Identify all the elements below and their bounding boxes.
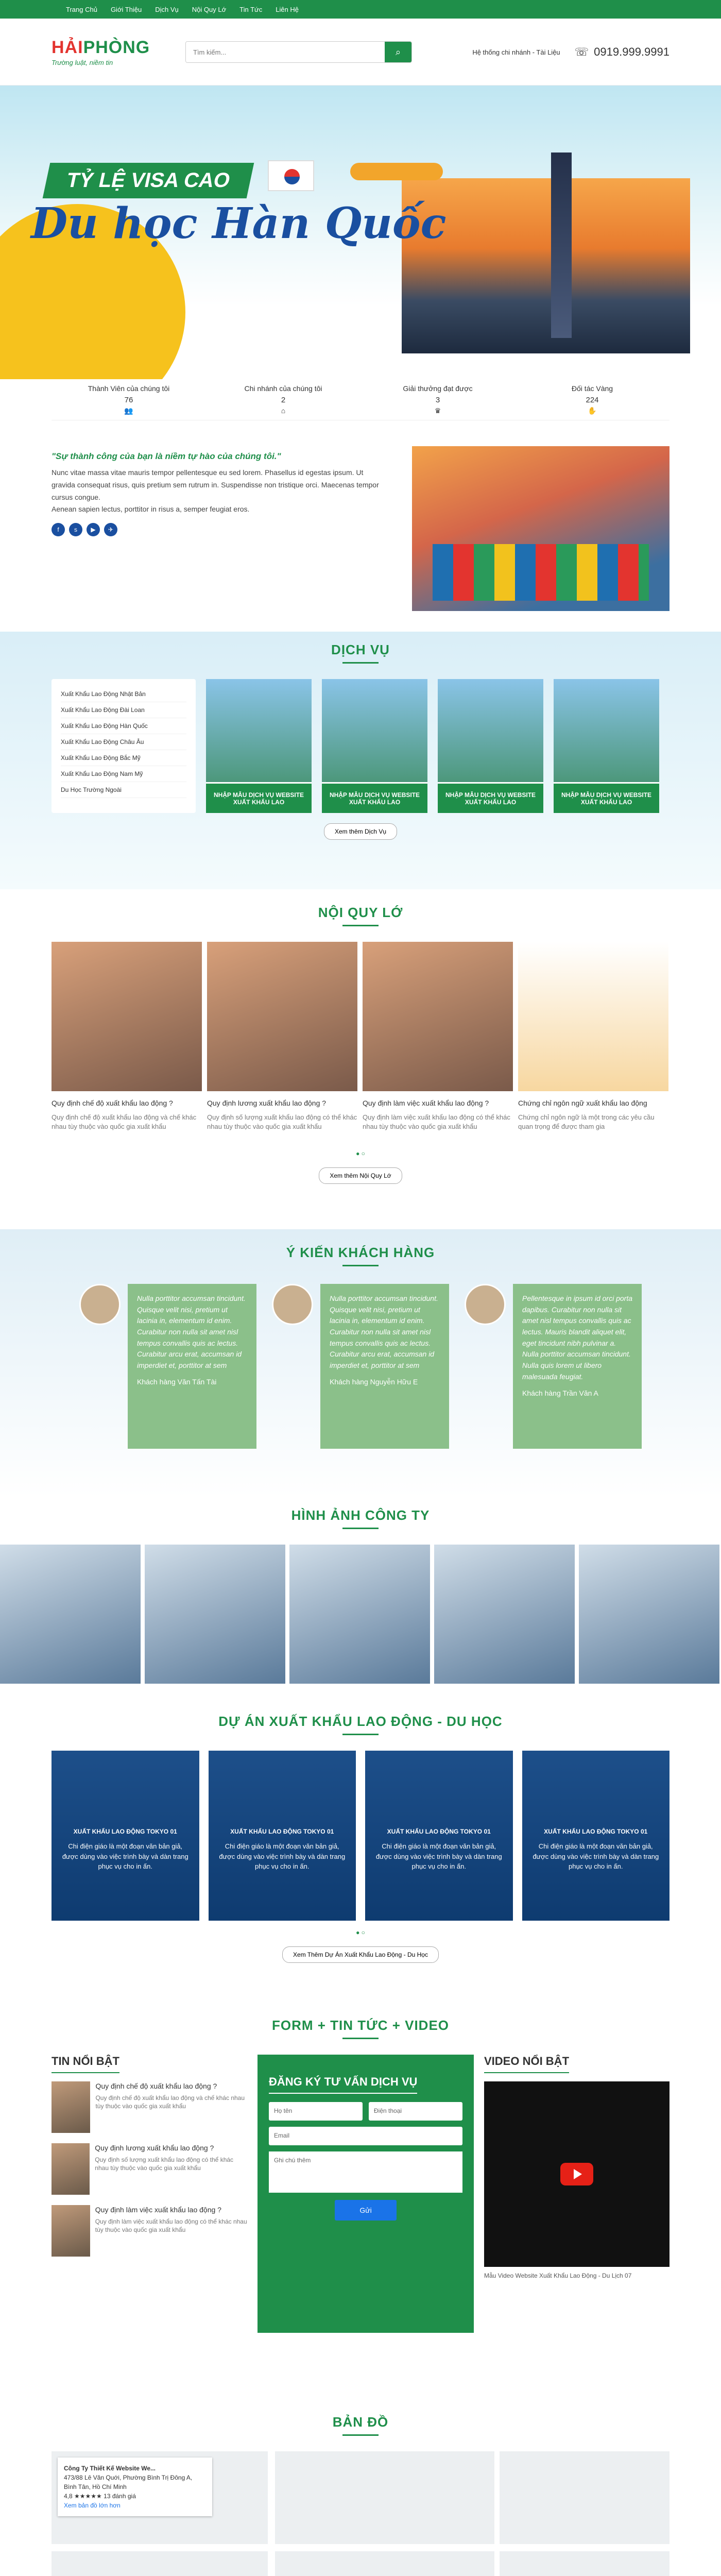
project-desc: Chi điện giáo là một đoạn văn bản giả, được dùng vào việc trình bày và dàn trang phục vụ cho in ấn. — [533, 1842, 659, 1870]
trophy-icon: ♛ — [434, 406, 441, 415]
play-icon[interactable] — [560, 2163, 593, 2185]
service-list-item[interactable]: Xuất Khẩu Lao Động Bắc Mỹ — [61, 750, 186, 766]
rule-image — [52, 942, 202, 1091]
testimonial-name: Khách hàng Trần Văn A — [522, 1388, 598, 1397]
section-title: FORM + TIN TỨC + VIDEO — [52, 2018, 670, 2039]
service-card-label: NHẬP MẪU DỊCH VỤ WEBSITE XUẤT KHẨU LAO — [322, 782, 427, 813]
featured-video — [484, 2055, 670, 2333]
rule-desc: Chứng chỉ ngôn ngữ là một trong các yêu cầu quan trọng để được tham gia — [518, 1113, 655, 1130]
rule-image — [518, 942, 668, 1091]
project-title: XUẤT KHẨU LAO ĐỘNG TOKYO 01 — [544, 1828, 648, 1835]
branch-system-link[interactable]: Hệ thống chi nhánh - Tài Liệu — [472, 48, 560, 56]
rule-title[interactable]: Quy định chế độ xuất khẩu lao động ? — [52, 1099, 173, 1107]
send-button[interactable]: Gửi — [335, 2200, 397, 2221]
video-heading: VIDEO NỔI BẬT — [484, 2055, 569, 2073]
gallery-image[interactable] — [0, 1545, 141, 1684]
project-desc: Chi điện giáo là một đoạn văn bản giả, được dùng vào việc trình bày và dàn trang phục vụ cho in ấn. — [375, 1842, 502, 1870]
rule-desc: Quy định làm việc xuất khẩu lao động có thể khác nhau tùy thuộc vào quốc gia xuất khẩu — [363, 1113, 510, 1130]
gallery-image[interactable] — [145, 1545, 285, 1684]
rule-card[interactable] — [363, 942, 513, 1142]
rule-image — [207, 942, 357, 1091]
stat-branches — [206, 379, 360, 420]
news-title[interactable]: Quy định chế độ xuất khẩu lao động ? — [95, 2082, 217, 2090]
map-road — [494, 2451, 500, 2576]
header — [0, 19, 721, 86]
projects-section — [52, 1708, 670, 2007]
service-list-item[interactable]: Xuất Khẩu Lao Động Châu Âu — [61, 734, 186, 750]
top-nav — [0, 0, 721, 19]
project-title: XUẤT KHẨU LAO ĐỘNG TOKYO 01 — [387, 1828, 491, 1835]
news-desc: Quy định chế độ xuất khẩu lao động và chế khác nhau tùy thuộc vào quốc gia xuất khẩu — [95, 2094, 245, 2110]
section-title: NỘI QUY LỚ — [52, 905, 670, 926]
project-desc: Chi điện giáo là một đoạn văn bản giả, được dùng vào việc trình bày và dàn trang phục vụ cho in ấn. — [62, 1842, 188, 1870]
users-icon: 👥 — [124, 406, 133, 415]
carousel-dots[interactable]: ● ○ — [356, 1929, 365, 1936]
about-image — [412, 446, 670, 611]
service-card-label: NHẬP MẪU DỊCH VỤ WEBSITE XUẤT KHẨU LAO — [206, 782, 312, 813]
telegram-icon[interactable]: ✈ — [104, 523, 117, 536]
map-rating: 4,8 ★★★★★ 13 đánh giá — [64, 2493, 136, 2500]
branch-icon: ⌂ — [281, 406, 286, 415]
note-field[interactable]: Ghi chú thêm — [269, 2151, 462, 2193]
rule-title[interactable]: Quy định lương xuất khẩu lao động ? — [207, 1099, 327, 1107]
avatar — [79, 1284, 121, 1325]
testimonials-section — [0, 1229, 721, 1497]
gallery-image[interactable] — [579, 1545, 719, 1684]
news-heading: TIN NỔI BẬT — [52, 2055, 119, 2073]
youtube-icon[interactable]: ▶ — [87, 523, 100, 536]
map-road — [268, 2451, 275, 2576]
news-item[interactable] — [52, 2081, 247, 2133]
service-list-item[interactable]: Du Học Trường Ngoài — [61, 782, 186, 798]
news-item[interactable] — [52, 2143, 247, 2195]
stat-label: Thành Viên của chúng tôi — [88, 384, 170, 393]
search-box — [185, 41, 412, 63]
project-desc: Chi điện giáo là một đoạn văn bản giả, được dùng vào việc trình bày và dàn trang phục vụ cho in ấn. — [219, 1842, 346, 1870]
stat-partners — [515, 379, 670, 420]
skype-icon[interactable]: s — [69, 523, 82, 536]
nav-about[interactable]: Giới Thiệu — [110, 5, 142, 13]
korea-flag-icon — [268, 160, 314, 191]
search-button[interactable] — [385, 42, 411, 62]
hotline[interactable] — [575, 45, 670, 59]
news-thumb — [52, 2081, 90, 2133]
social-links — [52, 523, 386, 536]
testimonial — [79, 1284, 256, 1449]
stat-label: Đối tác Vàng — [571, 384, 613, 393]
service-card[interactable] — [438, 679, 543, 813]
map-larger-link[interactable]: Xem bản đồ lớn hơn — [64, 2502, 121, 2509]
nav-home[interactable]: Trang Chủ — [66, 5, 97, 13]
project-card[interactable] — [209, 1751, 356, 1921]
about-paragraph: Nunc vitae massa vitae mauris tempor pellentesque eu sed lorem. Phasellus id egestas ipsum. Ut gravida consequat risus, quis pretium sem rutrum in. Suspendisse non tristique orci. Maecenas tempor cursus congue. — [52, 468, 379, 501]
name-field[interactable]: Họ tên — [269, 2102, 363, 2121]
project-card[interactable] — [522, 1751, 670, 1921]
form-news-video-section — [52, 2007, 670, 2409]
gallery-section — [0, 1497, 721, 1708]
nav-rules[interactable]: Nội Quy Lớ — [192, 5, 227, 13]
nav-services[interactable]: Dịch Vụ — [155, 5, 179, 13]
email-field[interactable]: Email — [269, 2127, 462, 2145]
stat-value: 3 — [435, 396, 440, 404]
services-section — [0, 632, 721, 889]
news-item[interactable] — [52, 2205, 247, 2257]
featured-news — [52, 2055, 247, 2333]
about-paragraph-2: Aenean sapien lectus, porttitor in risus a, semper feugiat eros. — [52, 505, 250, 514]
banner-tag: TỶ LỆ VISA CAO — [43, 163, 254, 198]
testimonial-name: Khách hàng Văn Tấn Tài — [137, 1377, 217, 1386]
logo[interactable] — [52, 38, 175, 66]
video-caption: Mẫu Video Website Xuất Khẩu Lao Động - Du Lịch 07 — [484, 2272, 632, 2279]
testimonial-text: Nulla porttitor accumsan tincidunt. Quisque velit nisi, pretium ut lacinia in, elementum id enim. Curabitur non nulla sit amet nisl tempus convallis quis ac lectus. Curabitur arcu erat, accumsan id imperdiet et, porttitor at sem — [330, 1294, 438, 1370]
avatar — [272, 1284, 313, 1325]
project-title: XUẤT KHẨU LAO ĐỘNG TOKYO 01 — [230, 1828, 334, 1835]
logo-tagline: Trường luật, niềm tin — [52, 59, 113, 66]
rule-card[interactable] — [207, 942, 357, 1142]
rule-desc: Quy định chế độ xuất khẩu lao động và chế khác nhau tùy thuộc vào quốc gia xuất khẩu — [52, 1113, 197, 1130]
stats-bar — [52, 379, 670, 420]
project-title: XUẤT KHẨU LAO ĐỘNG TOKYO 01 — [73, 1828, 177, 1835]
phone-icon: ☏ — [574, 45, 589, 58]
avatar — [465, 1284, 506, 1325]
hero-banner[interactable] — [0, 86, 721, 379]
handshake-icon: ✋ — [588, 406, 597, 415]
about-quote: "Sự thành công của bạn là niềm tự hào của chúng tôi." — [52, 451, 281, 461]
form-heading: ĐĂNG KÝ TƯ VẤN DỊCH VỤ — [269, 2075, 417, 2094]
stat-label: Giải thưởng đạt được — [403, 384, 473, 393]
service-list — [52, 679, 196, 813]
google-map[interactable] — [52, 2451, 670, 2576]
nav-contact[interactable]: Liên Hệ — [276, 5, 299, 13]
gallery-image[interactable] — [434, 1545, 575, 1684]
stat-awards — [360, 379, 515, 420]
news-thumb — [52, 2143, 90, 2195]
logo-part-a: HẢI — [52, 38, 83, 57]
about-section — [52, 420, 670, 632]
stat-value: 2 — [281, 396, 286, 404]
news-title[interactable]: Quy định làm việc xuất khẩu lao động ? — [95, 2206, 221, 2214]
stat-value: 224 — [586, 396, 599, 404]
service-card[interactable] — [206, 679, 312, 813]
hotline-number: 0919.999.9991 — [594, 45, 670, 58]
section-title: BẢN ĐỒ — [52, 2414, 670, 2436]
stat-value: 76 — [124, 396, 133, 404]
more-rules-button[interactable]: Xem thêm Nội Quy Lớ — [319, 1167, 402, 1184]
search-icon: ⌕ — [395, 46, 401, 57]
rule-desc: Quy định số lượng xuất khẩu lao động có thể khác nhau tùy thuộc vào quốc gia xuất khẩu — [207, 1113, 357, 1130]
service-list-item[interactable]: Xuất Khẩu Lao Động Nhật Bản — [61, 686, 186, 702]
service-list-item[interactable]: Xuất Khẩu Lao Động Hàn Quốc — [61, 718, 186, 734]
stat-label: Chi nhánh của chúng tôi — [244, 384, 322, 393]
consult-form — [258, 2055, 474, 2333]
rule-title[interactable]: Chứng chỉ ngôn ngữ xuất khẩu lao động — [518, 1099, 647, 1107]
service-card-label: NHẬP MẪU DỊCH VỤ WEBSITE XUẤT KHẨU LAO — [554, 782, 659, 813]
nav-news[interactable]: Tin Tức — [239, 5, 263, 13]
testimonial-text: Pellentesque in ipsum id orci porta dapibus. Curabitur non nulla sit amet nisl tempus convallis quis ac lectus. Mauris blandit aliquet elit, eget tincidunt nibh pulvinar a. Nulla porttitor accumsan tincidunt. Nulla quis lorem ut libero malesuada feugiat. — [522, 1294, 633, 1381]
news-desc: Quy định số lượng xuất khẩu lao động có thể khác nhau tùy thuộc vào quốc gia xuất khẩu — [95, 2156, 234, 2172]
testimonial — [465, 1284, 642, 1449]
news-desc: Quy định làm việc xuất khẩu lao động có thể khác nhau tùy thuộc vào quốc gia xuất khẩu — [95, 2217, 247, 2234]
service-list-item[interactable]: Xuất Khẩu Lao Động Nam Mỹ — [61, 766, 186, 782]
carousel-dots[interactable]: ● ○ — [356, 1149, 365, 1157]
testimonial-text: Nulla porttitor accumsan tincidunt. Quisque velit nisi, pretium ut lacinia in, elementum id enim. Curabitur non nulla sit amet nisl tempus convallis quis ac lectus. Curabitur arcu erat, accumsan id imperdiet et, porttitor at sem — [137, 1294, 246, 1370]
section-title: DỊCH VỤ — [52, 642, 670, 664]
testimonial-name: Khách hàng Nguyễn Hữu E — [330, 1377, 418, 1386]
rule-title[interactable]: Quy định làm việc xuất khẩu lao động ? — [363, 1099, 489, 1107]
logo-part-b: PHÒNG — [83, 38, 150, 57]
gallery-image[interactable] — [289, 1545, 430, 1684]
banner-title: Du học Hàn Quốc — [31, 199, 447, 248]
section-title: Ý KIẾN KHÁCH HÀNG — [52, 1245, 670, 1266]
service-card-label: NHẬP MẪU DỊCH VỤ WEBSITE XUẤT KHẨU LAO — [438, 782, 543, 813]
more-services-button[interactable]: Xem thêm Dịch Vụ — [324, 823, 397, 840]
facebook-icon[interactable]: f — [52, 523, 65, 536]
map-section — [52, 2409, 670, 2576]
news-title[interactable]: Quy định lương xuất khẩu lao động ? — [95, 2144, 214, 2152]
plane-icon — [350, 163, 443, 180]
video-player[interactable] — [484, 2081, 670, 2267]
phone-field[interactable]: Điện thoại — [369, 2102, 462, 2121]
testimonial — [272, 1284, 449, 1449]
rule-card[interactable] — [518, 942, 668, 1142]
service-card[interactable] — [322, 679, 427, 813]
map-place-name: Công Ty Thiết Kế Website We... — [64, 2465, 156, 2472]
search-input[interactable] — [186, 42, 385, 62]
map-road — [52, 2544, 670, 2551]
news-thumb — [52, 2205, 90, 2257]
rule-image — [363, 942, 513, 1091]
more-projects-button[interactable]: Xem Thêm Dự Án Xuất Khẩu Lao Động - Du Học — [282, 1946, 439, 1963]
service-card[interactable] — [554, 679, 659, 813]
section-title: HÌNH ẢNH CÔNG TY — [0, 1507, 721, 1529]
rules-section — [52, 889, 670, 1229]
section-title: DỰ ÁN XUẤT KHẨU LAO ĐỘNG - DU HỌC — [52, 1714, 670, 1735]
project-card[interactable] — [52, 1751, 199, 1921]
rule-card[interactable] — [52, 942, 202, 1142]
map-address: 473/88 Lê Văn Quới, Phường Bình Trị Đông A, Bình Tân, Hồ Chí Minh — [64, 2474, 193, 2490]
service-list-item[interactable]: Xuất Khẩu Lao Động Đài Loan — [61, 702, 186, 718]
banner-tower — [551, 152, 572, 338]
project-card[interactable] — [365, 1751, 513, 1921]
stat-members — [52, 379, 206, 420]
map-info-card — [58, 2458, 212, 2516]
